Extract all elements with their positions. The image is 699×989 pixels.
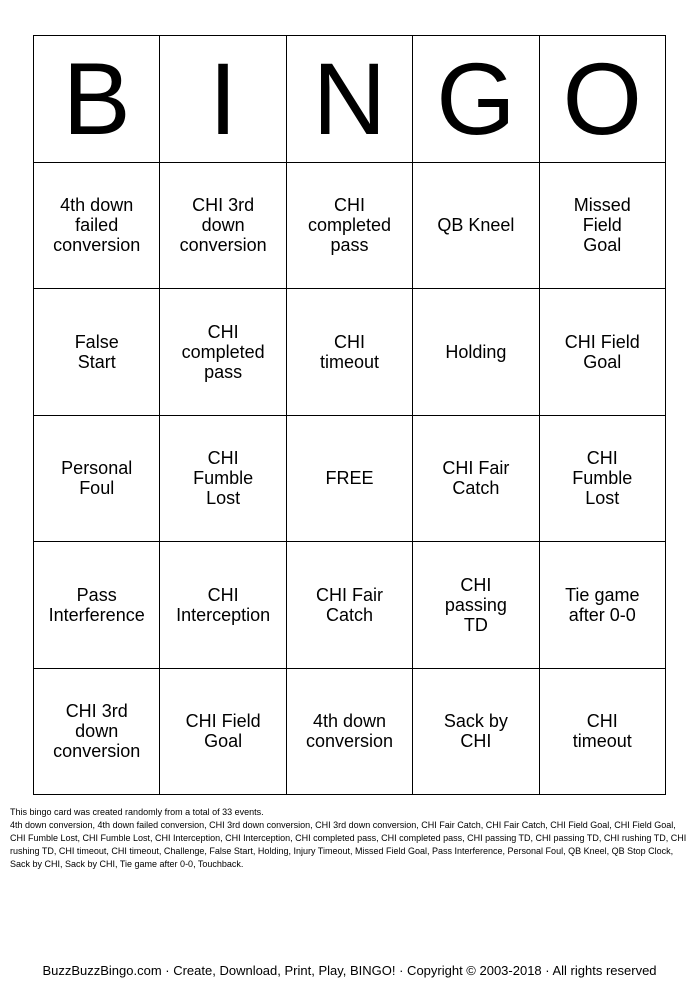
bingo-square-line: CHI: [586, 711, 618, 732]
bingo-square-line: Holding: [445, 341, 507, 362]
bingo-square-line: Interference: [48, 604, 145, 625]
bingo-square-line: CHI Fair: [315, 584, 383, 605]
bingo-square: [540, 669, 666, 796]
bingo-square-line: Interception: [176, 604, 271, 625]
bingo-square-text: [193, 448, 253, 508]
bingo-square-line: CHI Field: [564, 331, 640, 352]
bingo-square-line: timeout: [572, 731, 632, 752]
bingo-square: [160, 416, 286, 543]
bingo-square-line: Catch: [452, 478, 500, 499]
bingo-square: [287, 163, 413, 290]
bingo-square: [160, 289, 286, 416]
bingo-square-text: [437, 215, 514, 235]
header-letter-b: B: [34, 36, 160, 163]
card-note: [10, 806, 692, 871]
bingo-square: [34, 289, 160, 416]
bingo-square: [34, 163, 160, 290]
bingo-square-text: [565, 332, 640, 372]
bingo-square-text: [75, 332, 119, 372]
bingo-square-line: Goal: [204, 731, 243, 752]
bingo-square: [34, 542, 160, 669]
bingo-square-text: [176, 585, 270, 625]
bingo-square: [540, 289, 666, 416]
bingo-square-line: failed: [75, 215, 119, 236]
bingo-square: [34, 669, 160, 796]
bingo-square: [160, 163, 286, 290]
bingo-square-line: down: [75, 721, 119, 742]
bingo-square-text: [573, 711, 632, 751]
header-letter-i: I: [160, 36, 286, 163]
bingo-square: [413, 289, 539, 416]
bingo-square-text: [306, 711, 393, 751]
bingo-square: [413, 416, 539, 543]
bingo-square-text: [320, 332, 379, 372]
bingo-square-text: [442, 458, 509, 498]
bingo-square-line: False: [74, 331, 119, 352]
bingo-square: [413, 163, 539, 290]
bingo-square-line: Goal: [583, 351, 622, 372]
bingo-square-line: conversion: [53, 235, 141, 256]
bingo-square-text: [308, 195, 391, 255]
bingo-square-line: 4th down: [312, 711, 387, 732]
bingo-square-line: down: [201, 215, 245, 236]
bingo-square-line: Sack by: [443, 711, 508, 732]
bingo-square: [540, 163, 666, 290]
bingo-square: [287, 669, 413, 796]
header-letter-g: G: [413, 36, 539, 163]
bingo-square-text: [186, 711, 261, 751]
bingo-square-line: Personal: [61, 458, 133, 479]
bingo-square-line: completed: [307, 215, 392, 236]
bingo-square-line: CHI: [333, 195, 365, 216]
bingo-square-line: CHI: [586, 448, 618, 469]
bingo-square-line: pass: [204, 361, 243, 382]
bingo-square: [540, 542, 666, 669]
bingo-square-line: Field: [582, 215, 622, 236]
bingo-square-line: Start: [77, 351, 116, 372]
bingo-square-line: FREE: [325, 468, 374, 489]
bingo-square: [287, 542, 413, 669]
page-footer: BuzzBuzzBingo.com · Create, Download, Print, Play, BINGO! · Copyright © 2003-2018 · All rights reserved: [42, 963, 657, 978]
bingo-square: [287, 289, 413, 416]
bingo-square-text: [565, 585, 639, 625]
header-letter-n: N: [287, 36, 413, 163]
bingo-square-text: [49, 585, 145, 625]
note-summary: This bingo card was created randomly from a total of 33 events.: [10, 807, 264, 817]
bingo-square-text: [316, 585, 383, 625]
bingo-square: [540, 416, 666, 543]
bingo-square-line: CHI: [460, 731, 492, 752]
bingo-square-line: CHI: [333, 331, 365, 352]
bingo-square-line: Goal: [583, 235, 622, 256]
bingo-square-text: [53, 195, 140, 255]
bingo-square-line: conversion: [53, 741, 141, 762]
bingo-square-text: [444, 711, 508, 751]
bingo-square-line: CHI Fair: [442, 458, 510, 479]
bingo-square-text: [445, 575, 507, 635]
bingo-square-line: Tie game: [565, 584, 640, 605]
bingo-square-line: CHI Field: [185, 711, 261, 732]
bingo-square-text: [180, 195, 267, 255]
bingo-square-line: CHI: [207, 321, 239, 342]
bingo-square-line: CHI 3rd: [65, 701, 128, 722]
bingo-square-line: timeout: [319, 351, 379, 372]
bingo-square-line: CHI: [460, 574, 492, 595]
header-letter-o: O: [540, 36, 666, 163]
bingo-square-text: [182, 322, 265, 382]
bingo-square-line: passing: [444, 594, 507, 615]
bingo-square-line: Fumble: [193, 468, 254, 489]
bingo-square-line: QB Kneel: [437, 215, 515, 236]
bingo-square-line: completed: [181, 341, 265, 362]
bingo-square-text: [53, 701, 140, 761]
bingo-square: [413, 542, 539, 669]
bingo-square-text: [325, 468, 373, 488]
bingo-square: [34, 416, 160, 543]
bingo-square-text: [572, 448, 632, 508]
note-event-list: 4th down conversion, 4th down failed conversion, CHI 3rd down conversion, CHI 3rd down conversion, CHI Fair Catch, CHI Fair Catch, CHI Field Goal, CHI Field Goal, CHI Fumble Lost, CHI Fumble Lost, CHI Interception, CHI Interception, CHI completed pass, CHI completed pass, CHI passing TD, CHI passing TD, CHI rushing TD, CHI rushing TD, CHI timeout, CHI timeout, Challenge, False Start, Holding, Injury Timeout, Missed Field Goal, Pass Interference, Personal Foul, QB Kneel, QB Stop Clock, Sack by CHI, Sack by CHI, Tie game after 0-0, Touchback.: [10, 820, 687, 869]
bingo-square: [413, 669, 539, 796]
bingo-card: [33, 35, 666, 795]
bingo-square: [160, 669, 286, 796]
bingo-square-line: Fumble: [572, 468, 633, 489]
bingo-square-line: Missed: [573, 195, 631, 216]
bingo-square-line: CHI: [207, 584, 239, 605]
bingo-square-line: Lost: [206, 488, 241, 509]
bingo-square-line: conversion: [179, 235, 267, 256]
bingo-square-line: Pass: [76, 584, 117, 605]
bingo-square-line: conversion: [305, 731, 394, 752]
bingo-square-line: pass: [330, 235, 369, 256]
bingo-square-text: [574, 195, 631, 255]
bingo-square-line: 4th down: [60, 195, 134, 216]
bingo-square-line: Lost: [585, 488, 620, 509]
bingo-square-line: after 0-0: [568, 604, 636, 625]
bingo-square-text: [445, 342, 506, 362]
bingo-square-line: TD: [463, 614, 488, 635]
bingo-square: [287, 416, 413, 543]
bingo-square-line: Foul: [79, 478, 115, 499]
bingo-square-line: Catch: [325, 604, 373, 625]
bingo-square: [160, 542, 286, 669]
bingo-square-line: CHI 3rd: [192, 195, 255, 216]
bingo-square-text: [61, 458, 132, 498]
bingo-square-line: CHI: [207, 448, 239, 469]
